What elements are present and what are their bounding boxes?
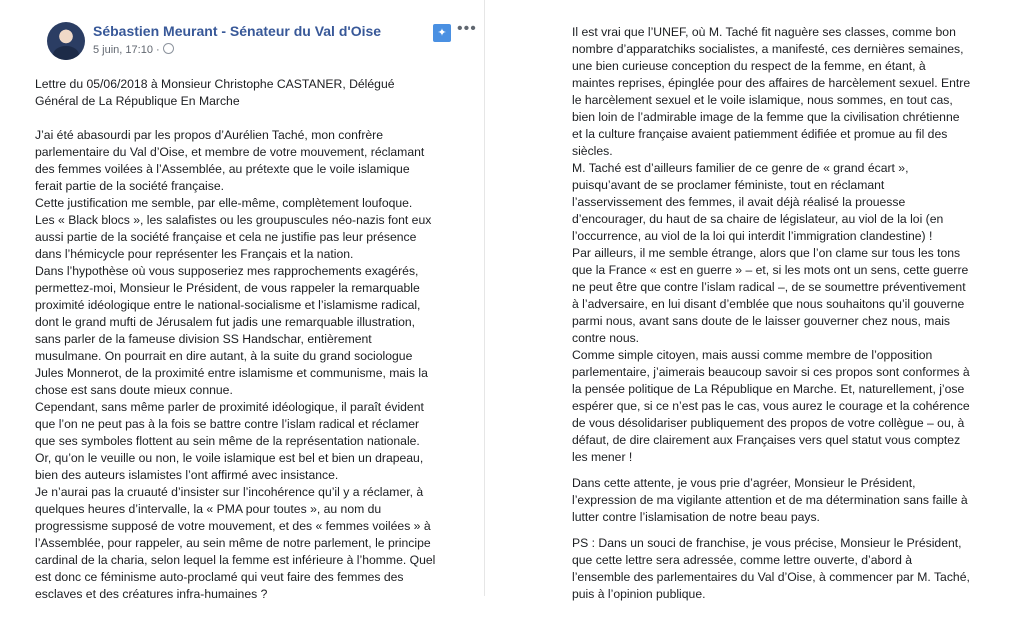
letter-line: M. Taché est d’ailleurs familier de ce genre de « grand écart », (572, 161, 909, 175)
letter-line: de vous désolidariser publiquement des propos de votre collègue – ou, à (572, 416, 965, 430)
post-text-line: J’ai été abasourdi par les propos d’Aurélien Taché, mon confrère (35, 128, 383, 142)
post-text-line: esclaves et des créatures infra-humaines ? (35, 587, 268, 601)
postscript-line: que cette lettre sera adressée, comme lettre ouverte, d’abord à (572, 553, 913, 567)
post-text-line: aussi partie de la société française et cela ne justifie pas leur présence (35, 230, 417, 244)
post-text-line: cardinal de la charia, selon lequel la femme est inférieure à l’homme. Quel (35, 553, 436, 567)
letter-line: bien loin de l’admirable image de la femme que la civilisation chrétienne (572, 110, 960, 124)
facebook-post-card (0, 0, 485, 601)
post-text-line: Je n’aurai pas la cruauté d’insister sur l’incohérence qu’il y a réclamer, à (35, 485, 424, 499)
postscript-line: puis à l’opinion publique. (572, 587, 706, 601)
post-text-line: quelques heures d’intervalle, la « PMA pour toutes », au nom du (35, 502, 382, 516)
letter-heading-line: Lettre du 05/06/2018 à Monsieur Christophe CASTANER, Délégué (35, 77, 395, 91)
letter-line: la pensée politique de La République en Marche. Et, naturellement, j’ose (572, 382, 965, 396)
post-header (47, 22, 477, 62)
post-text-line: Dans l’hypothèse où vous supposeriez mes rapprochements exagérés, (35, 264, 419, 278)
letter-line: le harcèlement sexuel et le voile islamique, nous sommes, en tout cas, (572, 93, 953, 107)
post-text-line: l’Assemblée, pour rappeler, au sein même de notre parlement, le principe (35, 536, 431, 550)
post-text-line: Jules Monnerot, de la proximité entre islamisme et communisme, mais la (35, 366, 428, 380)
post-text-line: bien des auteurs islamistes l’ont affirmé avec insistance. (35, 468, 339, 482)
author-name-link[interactable]: Sébastien Meurant - Sénateur du Val d'Oise (93, 23, 382, 39)
letter-line: siècles. (572, 144, 613, 158)
post-text-line: permettez-moi, Monsieur le Président, de vous rappeler la remarquable (35, 281, 420, 295)
letter-line: maintes reprises, épinglée pour des affaires de harcèlement sexuel. Entre (572, 76, 971, 90)
letter-line: à l’adversaire, en lui disant d’emblée que nous souhaitons qu’il gouverne (572, 297, 965, 311)
letter-line: défaut, de dire clairement aux Françaises vers quel statut vous comptez (572, 433, 961, 447)
post-text-line: parlementaire du Val d’Oise, et membre de votre mouvement, réclamant (35, 145, 425, 159)
post-text-line: dans l’hémicycle pour représenter les Français et la nation. (35, 247, 354, 261)
letter-closing-line: lutter contre l’islamisation de notre beau pays. (572, 510, 820, 524)
globe-icon (163, 43, 174, 54)
letter-line: Par ailleurs, il me semble étrange, alors que l’on clame sur tous les tons (572, 246, 961, 260)
post-text-line: Les « Black blocs », les salafistes ou les groupuscules néo-nazis font eux (35, 213, 432, 227)
post-meta (93, 43, 174, 56)
post-text-line: Cette justification me semble, par elle-même, complètement loufoque. (35, 196, 413, 210)
post-text-line: que ses symboles flottent au sein même de la représentation nationale. (35, 434, 420, 448)
postscript-line: l’ensemble des parlementaires du Val d’Oise, à commencer par M. Taché, (572, 570, 970, 584)
post-text-line: que l’on ne peut pas à la fois se battre contre l’islam radical et réclamer (35, 417, 420, 431)
letter-line: une bien curieuse conception du respect de la femme, en étant, à (572, 59, 926, 73)
post-text-line: proximité idéologique entre le national-socialisme et l’islamisme radical, (35, 298, 421, 312)
letter-line: d’encourager, du haut de sa chaire de législateur, au viol de la loi (en (572, 212, 944, 226)
letter-line: Comme simple citoyen, mais aussi comme membre de l’opposition (572, 348, 933, 362)
post-text-line: musulmane. On pourrait en dire autant, à la suite du grand sociologue (35, 349, 413, 363)
post-text-line: sans parler de la fameuse division SS Handschar, entièrement (35, 332, 372, 346)
letter-line: ne peut être que contre l’islam radical –, de se soumettre préventivement (572, 280, 966, 294)
letter-line: les mener ! (572, 450, 633, 464)
post-text-line: dont le grand mufti de Jérusalem fut jadis une remarquable illustration, (35, 315, 416, 329)
letter-line: et la culture française avaient patiemment édifiée et promue au fil des (572, 127, 948, 141)
postscript-line: PS : Dans un souci de franchise, je vous précise, Monsieur le Président, (572, 536, 962, 550)
letter-continuation (572, 24, 1012, 603)
letter-line: l’occurrence, au viol de la loi qui interdit l’immigration clandestine) ! (572, 229, 933, 243)
post-text-line: progressisme supposé de votre mouvement, et des « femmes voilées » à (35, 519, 431, 533)
letter-line: Il est vrai que l’UNEF, où M. Taché fit naguère ses classes, comme bon (572, 25, 956, 39)
post-timestamp[interactable]: 5 juin, 17:10 · (93, 44, 160, 56)
letter-line: contre nous. (572, 331, 640, 345)
letter-line: puisqu’avant de se proclamer féministe, tout en réclamant (572, 178, 885, 192)
letter-closing-line: Dans cette attente, je vous prie d’agréer, Monsieur le Président, (572, 476, 916, 490)
post-text (35, 76, 475, 603)
letter-line: que la France « est en guerre » – et, si les mots ont un sens, cette guerre (572, 263, 969, 277)
more-options-icon[interactable]: ••• (457, 20, 477, 37)
author-avatar[interactable] (47, 22, 85, 60)
letter-closing-line: l’expression de ma vigilante attention et de ma détermination sans faille à (572, 493, 968, 507)
letter-heading-line: Général de La République En Marche (35, 94, 240, 108)
pin-icon[interactable]: ✦ (433, 24, 451, 42)
letter-line: l’asservissement des femmes, il avait déjà réalisé la prouesse (572, 195, 906, 209)
post-text-line: Cependant, sans même parler de proximité idéologique, il paraît évident (35, 400, 424, 414)
post-text-line: des femmes voilées à l’Assemblée, au prétexte que le voile islamique (35, 162, 410, 176)
letter-line: parlementaire, j’aimerais beaucoup savoir si ces propos sont conformes à (572, 365, 970, 379)
letter-line: parmi nous, avant sans doute de le laisser gouverner chez nous, mais (572, 314, 951, 328)
letter-line: nombre d’apparatchiks socialistes, a manifesté, ces dernières semaines, (572, 42, 964, 56)
letter-line: espérer que, si ce n’est pas le cas, vous aurez le courage et la cohérence (572, 399, 970, 413)
post-text-line: Or, qu’on le veuille ou non, le voile islamique est bel et bien un drapeau, (35, 451, 424, 465)
post-text-line: chose est sans doute mieux connue. (35, 383, 233, 397)
post-text-line: est donc ce féminisme auto-proclamé qui veut faire des femmes des (35, 570, 404, 584)
post-text-line: ferait partie de la société française. (35, 179, 225, 193)
